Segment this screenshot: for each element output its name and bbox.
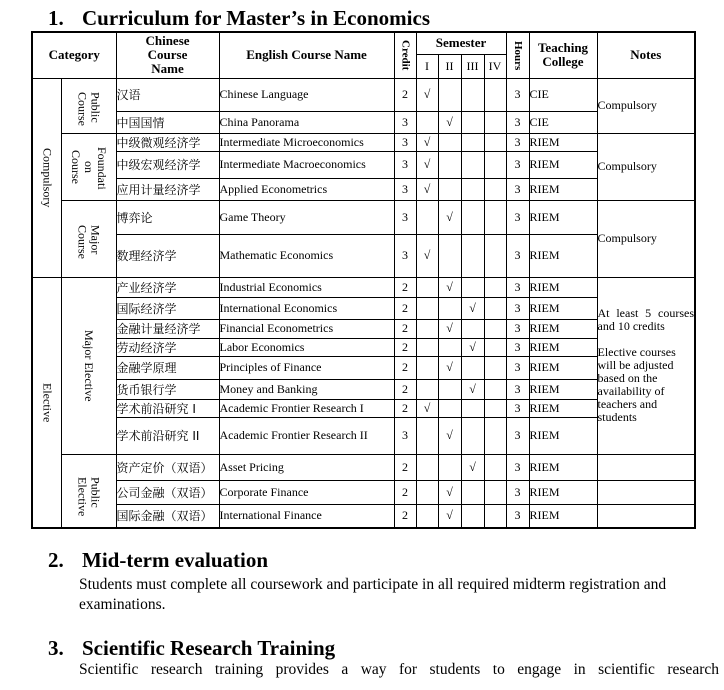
credit-value: 3	[394, 111, 416, 133]
credit-value: 2	[394, 504, 416, 528]
semester-ii-cell	[438, 151, 461, 178]
credit-value: 2	[394, 319, 416, 338]
semester-i-cell	[416, 356, 438, 379]
section-2-body: Students must complete all coursework and participate in all required midterm registration and examinations.	[79, 576, 667, 613]
table-row	[32, 78, 695, 111]
note-foundation-course: Compulsory	[597, 133, 695, 200]
semester-iii-cell	[461, 379, 484, 399]
semester-ii-cell	[438, 399, 461, 417]
semester-i-cell	[416, 480, 438, 504]
note-public-course: Compulsory	[597, 78, 695, 133]
english-course-name: Applied Econometrics	[219, 178, 394, 200]
check-mark-icon: √	[446, 321, 453, 335]
section-1-title: Curriculum for Master’s in Economics	[82, 6, 430, 30]
hours-value: 3	[506, 480, 529, 504]
hours-value: 3	[506, 399, 529, 417]
table-row	[32, 356, 695, 379]
header-semester-iii: III	[461, 54, 484, 78]
header-semester: Semester	[416, 32, 506, 54]
teaching-college: RIEM	[529, 277, 597, 297]
english-course-name: International Economics	[219, 297, 394, 319]
semester-ii-cell	[438, 277, 461, 297]
credit-value: 3	[394, 178, 416, 200]
group-public-course-label: Public Course	[75, 91, 103, 126]
semester-iv-cell	[484, 297, 506, 319]
credit-value: 3	[394, 417, 416, 454]
chinese-course-name: 学术前沿研究 I	[116, 399, 219, 417]
chinese-course-name: 数理经济学	[116, 234, 219, 277]
teaching-college: RIEM	[529, 356, 597, 379]
semester-iii-cell	[461, 480, 484, 504]
semester-iv-cell	[484, 504, 506, 528]
hours-value: 3	[506, 379, 529, 399]
english-course-name: Principles of Finance	[219, 356, 394, 379]
english-course-name: Labor Economics	[219, 338, 394, 356]
chinese-course-name: 中级宏观经济学	[116, 151, 219, 178]
section-3-title: Scientific Research Training	[82, 636, 336, 660]
note-min-courses: At least 5 courses and 10 credits	[597, 306, 694, 333]
semester-ii-cell	[438, 234, 461, 277]
check-mark-icon: √	[469, 459, 476, 474]
table-row	[32, 200, 695, 234]
teaching-college: RIEM	[529, 178, 597, 200]
teaching-college: RIEM	[529, 417, 597, 454]
chinese-course-name: 货币银行学	[116, 379, 219, 399]
english-course-name: Academic Frontier Research II	[219, 417, 394, 454]
english-course-name: Intermediate Microeconomics	[219, 133, 394, 151]
curriculum-table	[31, 31, 696, 529]
english-course-name: Intermediate Macroeconomics	[219, 151, 394, 178]
semester-iii-cell	[461, 417, 484, 454]
check-mark-icon: √	[446, 279, 453, 294]
teaching-college: RIEM	[529, 151, 597, 178]
check-mark-icon: √	[446, 209, 453, 224]
credit-value: 3	[394, 234, 416, 277]
semester-iv-cell	[484, 200, 506, 234]
hours-value: 3	[506, 356, 529, 379]
header-row	[32, 32, 695, 54]
semester-iv-cell	[484, 356, 506, 379]
semester-iv-cell	[484, 277, 506, 297]
chinese-course-name: 产业经济学	[116, 277, 219, 297]
hours-value: 3	[506, 200, 529, 234]
semester-ii-cell	[438, 133, 461, 151]
hours-value: 3	[506, 111, 529, 133]
teaching-college: RIEM	[529, 319, 597, 338]
group-compulsory	[32, 78, 61, 277]
teaching-college: CIE	[529, 111, 597, 133]
group-major-course-label: Major Course	[75, 224, 103, 259]
table-row	[32, 178, 695, 200]
semester-iv-cell	[484, 454, 506, 480]
note-elective-text	[598, 307, 695, 424]
semester-iii-cell	[461, 319, 484, 338]
chinese-course-name: 金融学原理	[116, 356, 219, 379]
english-course-name: Mathematic Economics	[219, 234, 394, 277]
header-hours: Hours	[506, 32, 529, 78]
english-course-name: International Finance	[219, 504, 394, 528]
semester-iii-cell	[461, 297, 484, 319]
hours-value: 3	[506, 297, 529, 319]
note-major-elective	[597, 277, 695, 454]
table-row	[32, 338, 695, 356]
semester-iv-cell	[484, 338, 506, 356]
teaching-college: RIEM	[529, 338, 597, 356]
semester-iv-cell	[484, 151, 506, 178]
semester-iii-cell	[461, 234, 484, 277]
semester-ii-cell	[438, 78, 461, 111]
semester-iii-cell	[461, 454, 484, 480]
check-mark-icon: √	[469, 300, 476, 315]
credit-value: 2	[394, 379, 416, 399]
hours-value: 3	[506, 78, 529, 111]
teaching-college: RIEM	[529, 234, 597, 277]
semester-ii-cell	[438, 356, 461, 379]
group-foundation-course-label: Foundati on Course	[69, 146, 109, 190]
hours-value: 3	[506, 234, 529, 277]
hours-value: 3	[506, 417, 529, 454]
english-course-name: Financial Econometrics	[219, 319, 394, 338]
check-mark-icon: √	[469, 339, 476, 354]
semester-ii-cell	[438, 480, 461, 504]
section-3-body: Scientific research training provides a way for students to engage in scientific research	[79, 661, 719, 678]
semester-iv-cell	[484, 234, 506, 277]
credit-value: 2	[394, 338, 416, 356]
table-row	[32, 234, 695, 277]
english-course-name: Game Theory	[219, 200, 394, 234]
semester-iv-cell	[484, 399, 506, 417]
credit-value: 3	[394, 151, 416, 178]
table-row	[32, 480, 695, 504]
table-row	[32, 399, 695, 417]
check-mark-icon: √	[446, 114, 453, 129]
credit-value: 2	[394, 277, 416, 297]
semester-iii-cell	[461, 356, 484, 379]
check-mark-icon: √	[423, 87, 431, 101]
semester-iv-cell	[484, 417, 506, 454]
semester-i-cell	[416, 319, 438, 338]
check-mark-icon: √	[446, 484, 453, 499]
teaching-college: CIE	[529, 78, 597, 111]
hours-value: 3	[506, 338, 529, 356]
section-2-title: Mid-term evaluation	[82, 548, 269, 572]
semester-ii-cell	[438, 111, 461, 133]
table-row	[32, 379, 695, 399]
check-mark-icon: √	[423, 181, 431, 196]
semester-ii-cell	[438, 504, 461, 528]
header-notes: Notes	[597, 32, 695, 78]
section-1-heading	[48, 6, 430, 31]
semester-i-cell	[416, 399, 438, 417]
table-row	[32, 417, 695, 454]
semester-iii-cell	[461, 504, 484, 528]
header-english-name: English Course Name	[219, 32, 394, 78]
note-empty	[597, 454, 695, 480]
semester-iii-cell	[461, 151, 484, 178]
credit-value: 2	[394, 480, 416, 504]
table-row	[32, 319, 695, 338]
teaching-college: RIEM	[529, 399, 597, 417]
table-row	[32, 151, 695, 178]
note-major-course: Compulsory	[597, 200, 695, 277]
check-mark-icon: √	[446, 428, 453, 442]
semester-iii-cell	[461, 133, 484, 151]
semester-i-cell	[416, 277, 438, 297]
table-row	[32, 133, 695, 151]
chinese-course-name: 资产定价（双语）	[116, 454, 219, 480]
semester-i-cell	[416, 454, 438, 480]
section-2-heading	[48, 548, 268, 573]
chinese-course-name: 中国国情	[116, 111, 219, 133]
check-mark-icon: √	[423, 134, 431, 149]
table-row	[32, 277, 695, 297]
hours-value: 3	[506, 151, 529, 178]
english-course-name: Corporate Finance	[219, 480, 394, 504]
section-1-number: 1.	[48, 6, 64, 30]
semester-i-cell	[416, 151, 438, 178]
group-elective-label: Elective	[40, 382, 55, 422]
english-course-name: Asset Pricing	[219, 454, 394, 480]
chinese-course-name: 应用计量经济学	[116, 178, 219, 200]
check-mark-icon: √	[446, 508, 453, 523]
group-major-elective-label: Major Elective	[82, 329, 96, 402]
group-compulsory-label: Compulsory	[40, 147, 55, 208]
header-semester-iv: IV	[484, 54, 506, 78]
chinese-course-name: 汉语	[116, 78, 219, 111]
chinese-course-name: 中级微观经济学	[116, 133, 219, 151]
semester-i-cell	[416, 234, 438, 277]
note-empty	[597, 480, 695, 504]
semester-iv-cell	[484, 133, 506, 151]
note-empty	[597, 504, 695, 528]
semester-ii-cell	[438, 200, 461, 234]
group-major-course	[61, 200, 116, 277]
group-public-elective	[61, 454, 116, 528]
check-mark-icon: √	[446, 360, 453, 374]
english-course-name: Academic Frontier Research I	[219, 399, 394, 417]
header-semester-ii: II	[438, 54, 461, 78]
semester-iv-cell	[484, 379, 506, 399]
table-row	[32, 504, 695, 528]
english-course-name: Money and Banking	[219, 379, 394, 399]
teaching-college: RIEM	[529, 379, 597, 399]
semester-i-cell	[416, 133, 438, 151]
group-public-elective-label: Public Elective	[75, 476, 103, 517]
semester-i-cell	[416, 379, 438, 399]
semester-iv-cell	[484, 319, 506, 338]
chinese-course-name: 学术前沿研究 II	[116, 417, 219, 454]
semester-iii-cell	[461, 338, 484, 356]
teaching-college: RIEM	[529, 133, 597, 151]
semester-i-cell	[416, 504, 438, 528]
semester-i-cell	[416, 178, 438, 200]
semester-ii-cell	[438, 379, 461, 399]
english-course-name: China Panorama	[219, 111, 394, 133]
credit-value: 2	[394, 454, 416, 480]
chinese-course-name: 博弈论	[116, 200, 219, 234]
table-row	[32, 454, 695, 480]
semester-iii-cell	[461, 200, 484, 234]
chinese-course-name: 国际金融（双语）	[116, 504, 219, 528]
hours-value: 3	[506, 277, 529, 297]
credit-value: 3	[394, 200, 416, 234]
chinese-course-name: 国际经济学	[116, 297, 219, 319]
hours-value: 3	[506, 504, 529, 528]
english-course-name: Chinese Language	[219, 78, 394, 111]
semester-ii-cell	[438, 417, 461, 454]
teaching-college: RIEM	[529, 454, 597, 480]
english-course-name: Industrial Economics	[219, 277, 394, 297]
semester-ii-cell	[438, 338, 461, 356]
semester-ii-cell	[438, 297, 461, 319]
section-3-heading	[48, 636, 335, 661]
semester-iii-cell	[461, 111, 484, 133]
chinese-course-name: 金融计量经济学	[116, 319, 219, 338]
teaching-college: RIEM	[529, 297, 597, 319]
semester-iii-cell	[461, 277, 484, 297]
semester-i-cell	[416, 200, 438, 234]
group-major-elective	[61, 277, 116, 454]
hours-value: 3	[506, 454, 529, 480]
group-foundation-course	[61, 133, 116, 200]
chinese-course-name: 劳动经济学	[116, 338, 219, 356]
note-adjusted: Elective courses will be adjusted based on the availability of teachers and students	[597, 345, 676, 424]
check-mark-icon: √	[423, 248, 431, 262]
semester-ii-cell	[438, 454, 461, 480]
semester-iv-cell	[484, 178, 506, 200]
semester-iv-cell	[484, 111, 506, 133]
semester-iii-cell	[461, 178, 484, 200]
chinese-course-name: 公司金融（双语）	[116, 480, 219, 504]
header-semester-i: I	[416, 54, 438, 78]
semester-i-cell	[416, 78, 438, 111]
group-elective	[32, 277, 61, 528]
semester-iii-cell	[461, 78, 484, 111]
semester-i-cell	[416, 111, 438, 133]
teaching-college: RIEM	[529, 504, 597, 528]
header-category: Category	[32, 32, 116, 78]
credit-value: 3	[394, 133, 416, 151]
header-teaching-college: Teaching College	[529, 32, 597, 78]
hours-value: 3	[506, 319, 529, 338]
header-chinese-name: Chinese Course Name	[116, 32, 219, 78]
check-mark-icon: √	[423, 400, 431, 415]
check-mark-icon: √	[423, 157, 431, 171]
semester-i-cell	[416, 417, 438, 454]
semester-iv-cell	[484, 78, 506, 111]
teaching-college: RIEM	[529, 480, 597, 504]
header-credit: Credit	[394, 32, 416, 78]
credit-value: 2	[394, 78, 416, 111]
credit-value: 2	[394, 399, 416, 417]
semester-iv-cell	[484, 480, 506, 504]
credit-value: 2	[394, 297, 416, 319]
semester-iii-cell	[461, 399, 484, 417]
credit-value: 2	[394, 356, 416, 379]
section-3-number: 3.	[48, 636, 64, 660]
check-mark-icon: √	[469, 381, 476, 396]
hours-value: 3	[506, 133, 529, 151]
semester-ii-cell	[438, 178, 461, 200]
semester-i-cell	[416, 297, 438, 319]
table-row	[32, 111, 695, 133]
semester-ii-cell	[438, 319, 461, 338]
semester-i-cell	[416, 338, 438, 356]
section-2-number: 2.	[48, 548, 64, 572]
teaching-college: RIEM	[529, 200, 597, 234]
table-row	[32, 297, 695, 319]
group-public-course	[61, 78, 116, 133]
hours-value: 3	[506, 178, 529, 200]
